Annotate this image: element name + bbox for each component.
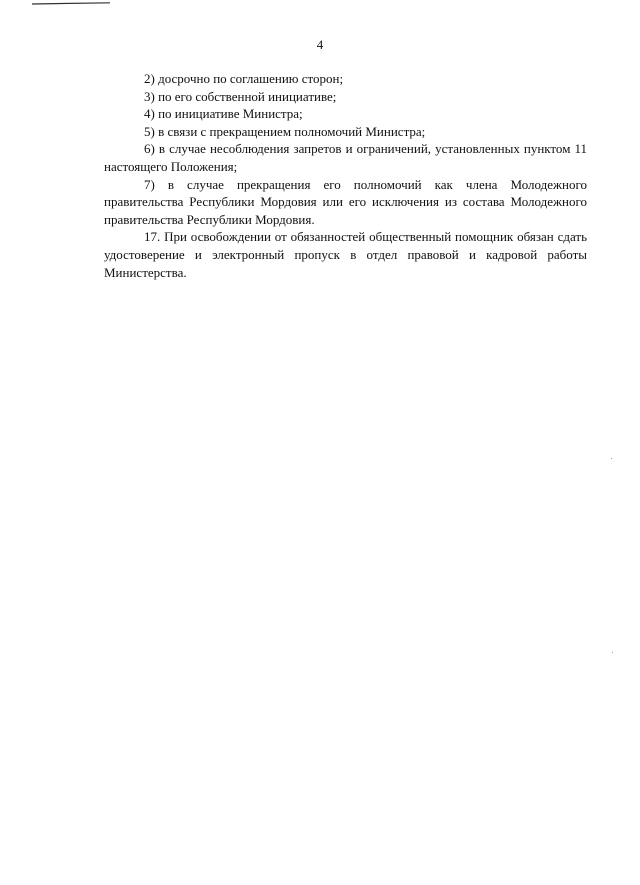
list-item: 7) в случае прекращения его полномочий как члена Молодежного правительства Республики Мордовия или его исключения из состава Молодежного правительства Республики Мордовия. [104,176,587,227]
clause-17: 17. При освобождении от обязанностей общественный помощник обязан сдать удостоверение и электронный пропуск в отдел правовой и кадровой работы Министерства. [104,229,587,280]
scan-artifact-line [32,2,112,5]
list-item: 6) в случае несоблюдения запретов и ограничений, установленных пунктом 11 настоящего Положения; [104,141,587,174]
list-item: 2) досрочно по соглашению сторон; [144,71,344,86]
list-item: 5) в связи с прекращением полномочий Министра; [144,123,426,139]
list-item: 4) по инициативе Министра; [144,106,303,122]
page-number: 4 [316,37,324,52]
scan-speck [612,652,613,653]
document-body [104,70,587,281]
scan-speck [611,458,612,459]
list-item: 3) по его собственной инициативе; [144,88,337,104]
